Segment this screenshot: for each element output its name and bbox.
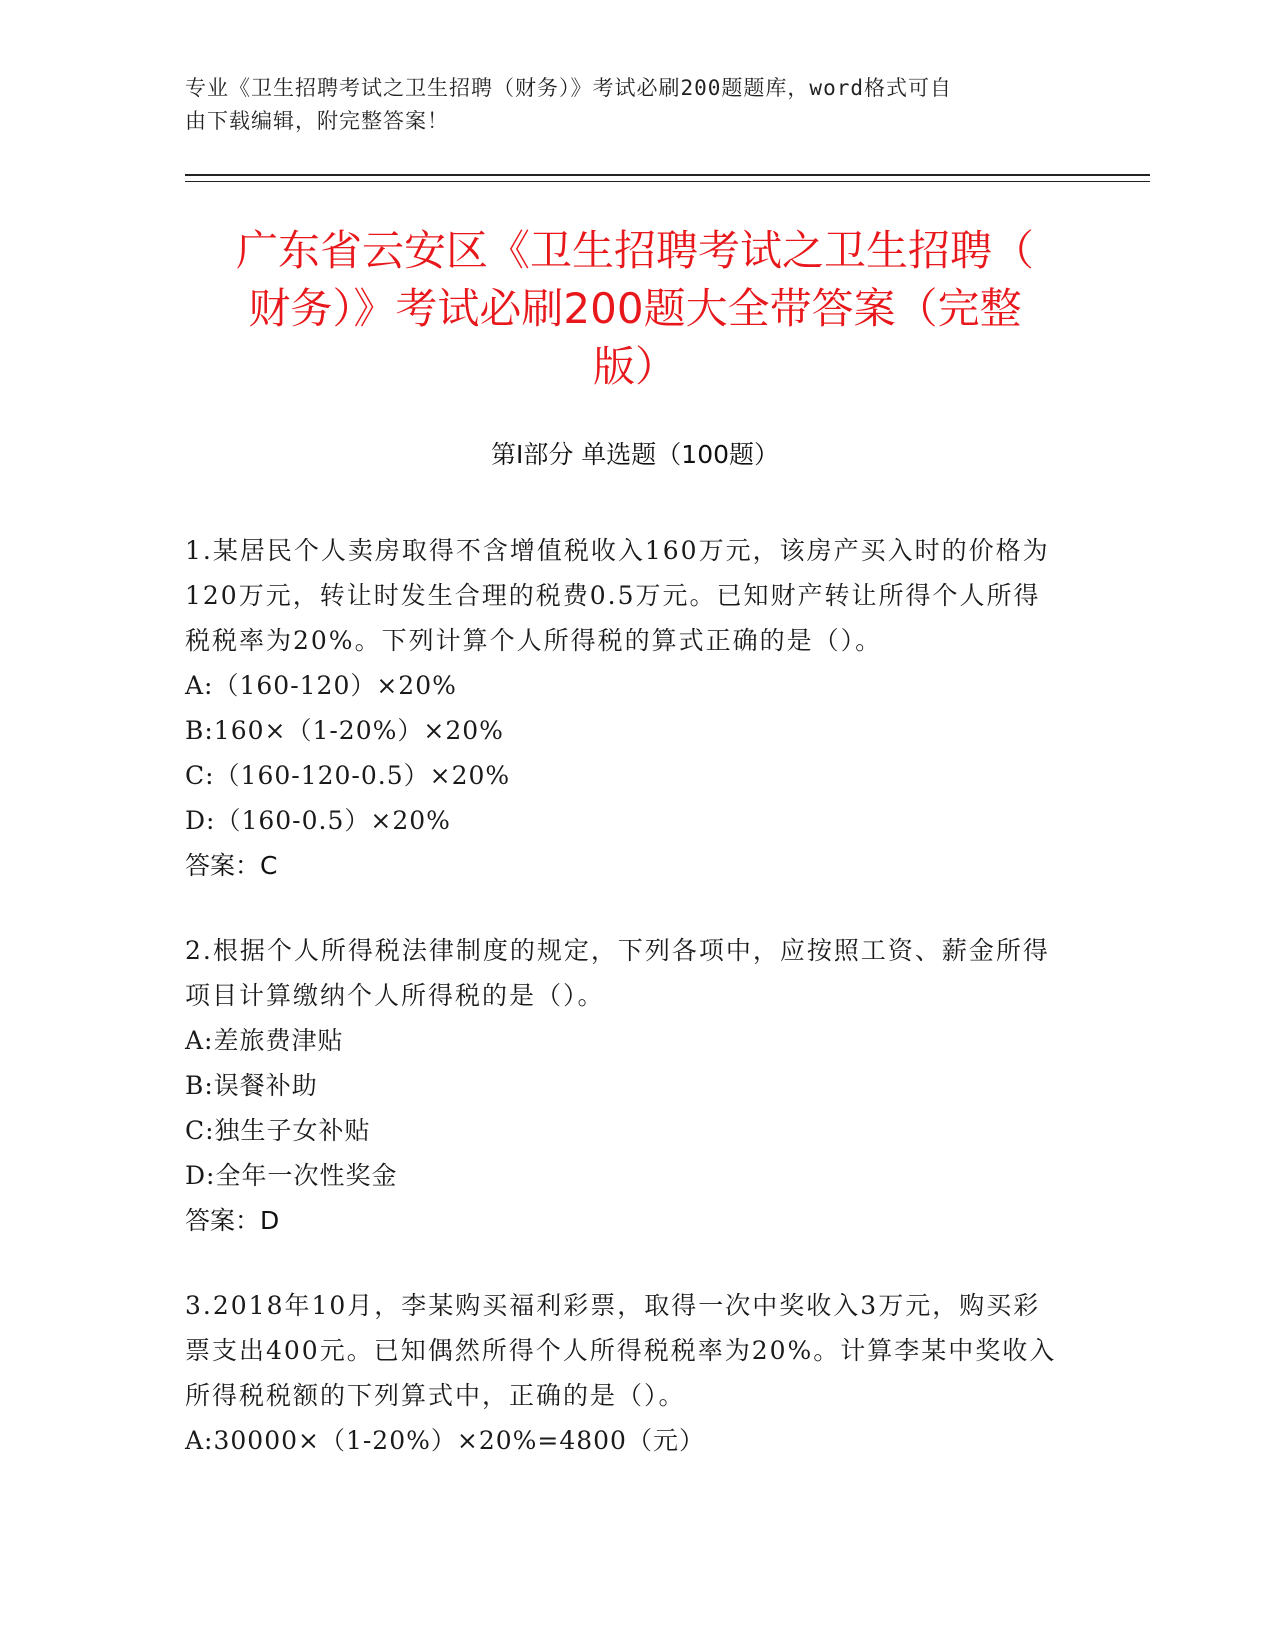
question-option-c: C:独生子女补贴 [185, 1116, 371, 1145]
header-note-line-1: 专业《卫生招聘考试之卫生招聘（财务）》考试必刷200题题库，word格式可自 [185, 76, 952, 100]
question-option-b: B:误餐补助 [185, 1071, 318, 1100]
question-option-a: A:（160-120）×20% [185, 671, 457, 700]
question-stem: 1.某居民个人卖房取得不含增值税收入160万元，该房产买入时的价格为120万元，转让时发生合理的税费0.5万元。已知财产转让所得个人所得税税率为20%。下列计算个人所得税的算式正确的是（）。 [185, 536, 1050, 655]
question-stem: 2.根据个人所得税法律制度的规定，下列各项中，应按照工资、薪金所得项目计算缴纳个人所得税的是（）。 [185, 936, 1050, 1010]
question-option-c: C:（160-120-0.5）×20% [185, 761, 511, 790]
question-2 [185, 928, 1065, 1243]
question-option-d: D:全年一次性奖金 [185, 1161, 398, 1190]
header-note-line-2: 由下载编辑，附完整答案！ [185, 109, 449, 133]
header-rule-thick [185, 174, 1150, 176]
section-heading: 第I部分 单选题（100题） [490, 440, 780, 469]
question-1 [185, 528, 1065, 888]
question-list [185, 528, 1065, 1503]
header-rule-thin [185, 181, 1150, 182]
question-answer: 答案：C [185, 851, 278, 880]
document-title-line-3: 版） [592, 342, 677, 391]
document-title [185, 222, 1085, 396]
document-title-line-1: 广东省云安区《卫生招聘考试之卫生招聘（ [235, 226, 1034, 275]
question-3 [185, 1283, 1065, 1463]
question-option-d: D:（160-0.5）×20% [185, 806, 451, 835]
header-note [185, 72, 1065, 138]
question-option-a: A:差旅费津贴 [185, 1026, 344, 1055]
question-option-a: A:30000×（1-20%）×20%=4800（元） [185, 1426, 705, 1455]
question-stem: 3.2018年10月，李某购买福利彩票，取得一次中奖收入3万元，购买彩票支出400元。已知偶然所得个人所得税税率为20%。计算李某中奖收入所得税税额的下列算式中，正确的是（）。 [185, 1291, 1057, 1410]
question-option-b: B:160×（1-20%）×20% [185, 716, 504, 745]
question-answer: 答案：D [185, 1206, 280, 1235]
document-title-line-2: 财务）》考试必刷200题大全带答案（完整 [248, 284, 1022, 333]
